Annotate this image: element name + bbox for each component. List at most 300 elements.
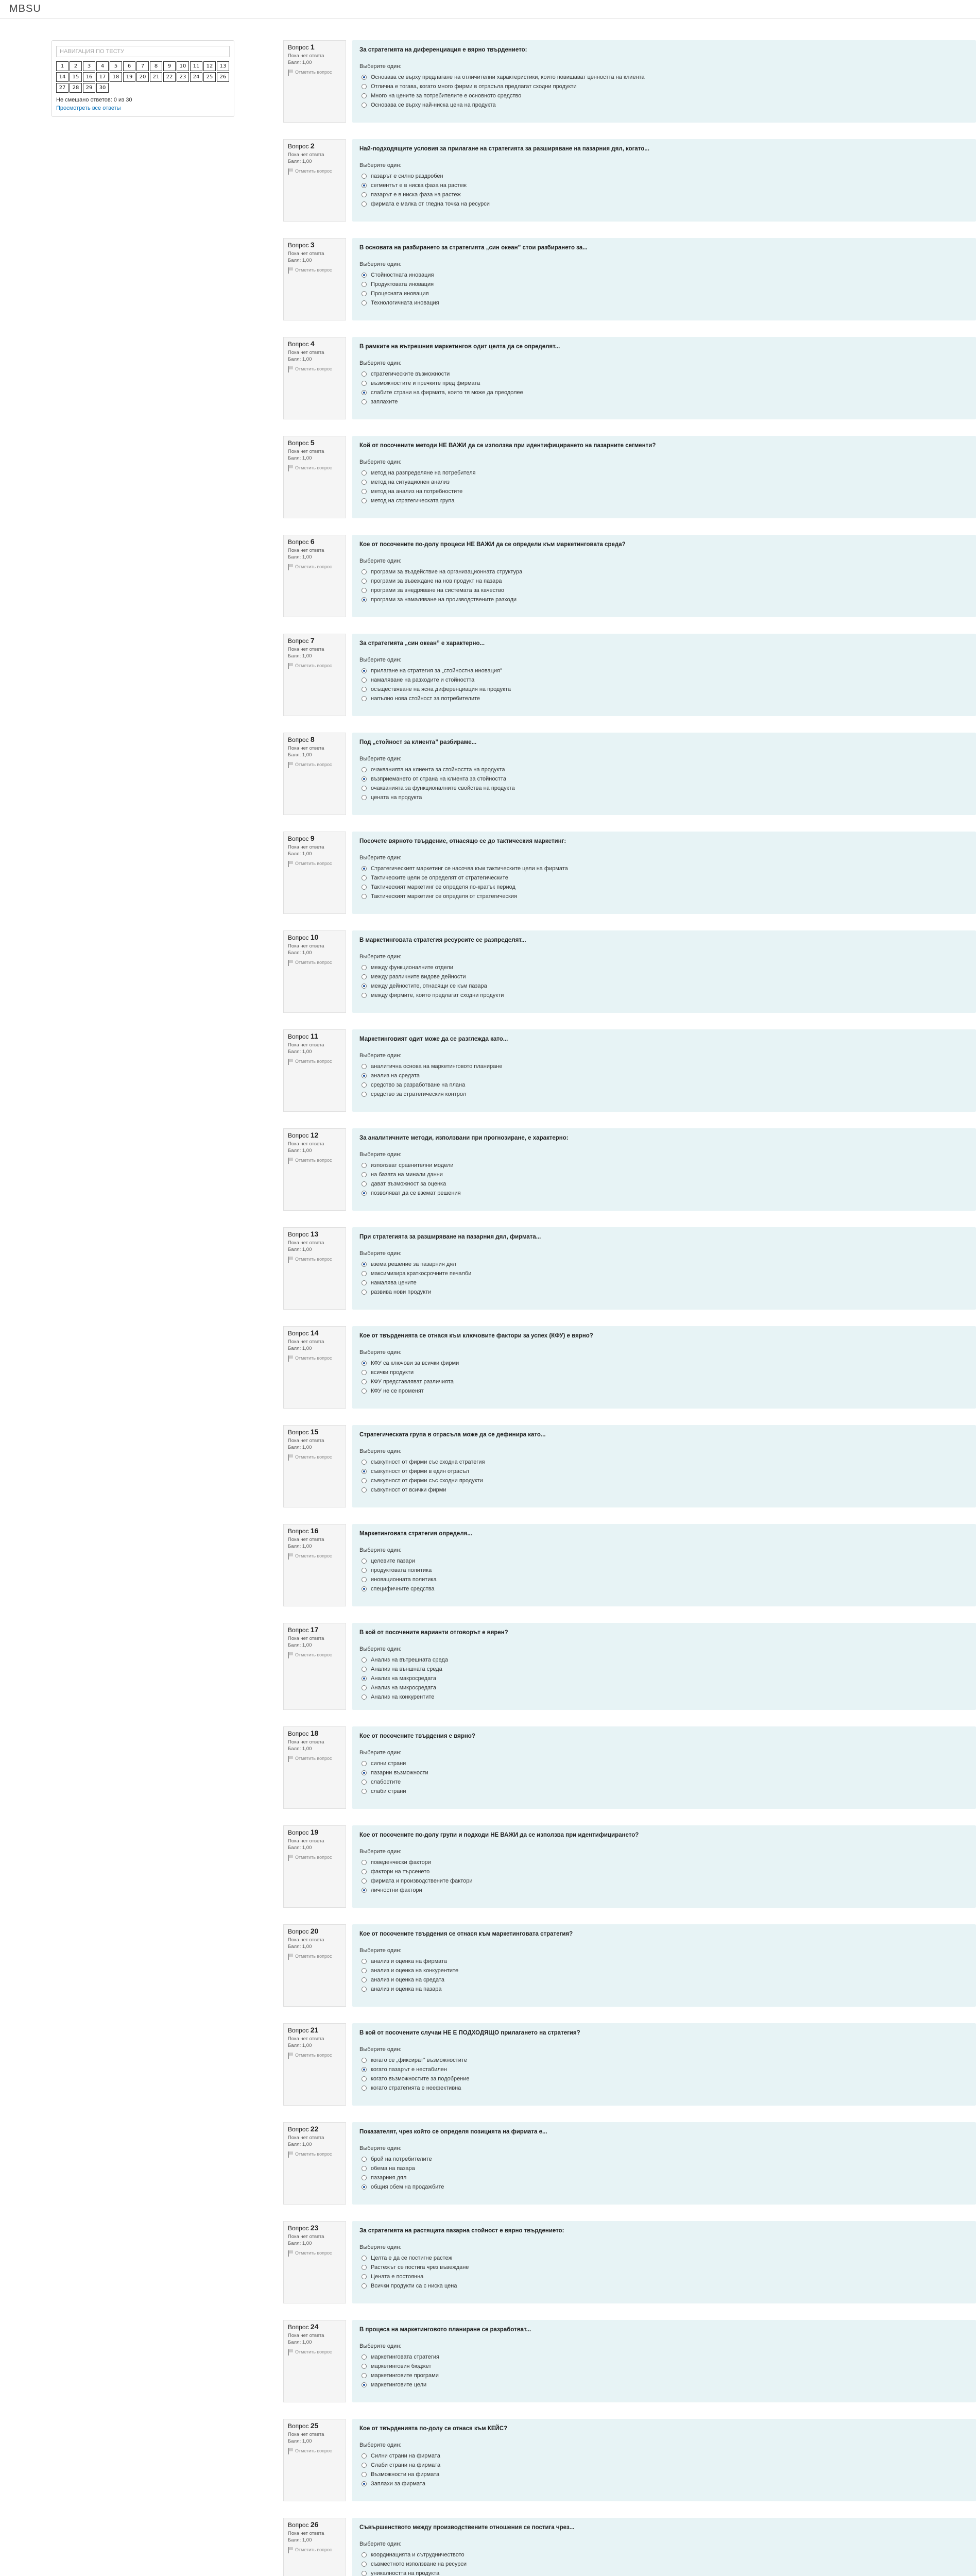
radio-button[interactable]	[362, 993, 367, 998]
radio-button[interactable]	[362, 1191, 367, 1196]
flag-question-button[interactable]	[288, 564, 341, 570]
flag-label: Отметить вопрос	[295, 2547, 332, 2552]
radio-button[interactable]	[362, 984, 367, 989]
brand-logo[interactable]: MBSU	[9, 3, 41, 14]
radio-button[interactable]	[362, 192, 367, 197]
nav-question-button[interactable]: 12	[203, 61, 216, 71]
answer-option[interactable]	[359, 1485, 969, 1495]
answer-option[interactable]	[359, 1858, 969, 1867]
radio-button[interactable]	[362, 2571, 367, 2576]
flag-question-button[interactable]	[288, 1256, 341, 1263]
radio-button[interactable]	[362, 2364, 367, 2369]
radio-button[interactable]	[362, 597, 367, 602]
question-content	[352, 535, 976, 617]
radio-button[interactable]	[362, 668, 367, 673]
flag-question-button[interactable]	[288, 2448, 341, 2454]
answer-option[interactable]	[359, 270, 969, 280]
nav-question-button[interactable]: 19	[123, 72, 135, 82]
radio-button[interactable]	[362, 201, 367, 207]
answer-option[interactable]	[359, 1170, 969, 1179]
flag-question-button[interactable]	[288, 2052, 341, 2059]
radio-button[interactable]	[362, 1290, 367, 1295]
flag-question-button[interactable]	[288, 69, 341, 76]
answer-option[interactable]	[359, 586, 969, 595]
answer-option-label: Процесната иновация	[371, 291, 429, 297]
question-info	[283, 337, 346, 419]
radio-button[interactable]	[362, 1280, 367, 1285]
radio-button[interactable]	[362, 974, 367, 979]
radio-button[interactable]	[362, 1181, 367, 1187]
answer-option[interactable]	[359, 1566, 969, 1575]
radio-button[interactable]	[362, 300, 367, 306]
answer-option-label: на базата на минали данни	[371, 1172, 443, 1178]
answer-option[interactable]	[359, 397, 969, 406]
nav-question-button[interactable]: 6	[123, 61, 135, 71]
nav-question-button[interactable]: 17	[96, 72, 109, 82]
answer-option[interactable]	[359, 1665, 969, 1674]
question-word: Вопрос	[288, 143, 309, 150]
answer-option[interactable]	[359, 1575, 969, 1584]
flag-question-button[interactable]	[288, 959, 341, 966]
flag-question-button[interactable]	[288, 2250, 341, 2257]
flag-question-button[interactable]	[288, 1755, 341, 1762]
question-points: Балл: 1,00	[288, 2142, 312, 2147]
answer-option[interactable]	[359, 1377, 969, 1386]
answer-option[interactable]	[359, 199, 969, 209]
question-points: Балл: 1,00	[288, 2340, 312, 2345]
radio-button[interactable]	[362, 894, 367, 899]
nav-question-button[interactable]: 26	[217, 72, 229, 82]
answer-option[interactable]	[359, 1080, 969, 1090]
radio-button[interactable]	[362, 795, 367, 800]
radio-button[interactable]	[362, 579, 367, 584]
answer-option[interactable]	[359, 100, 969, 110]
nav-question-button[interactable]: 9	[163, 61, 176, 71]
answer-option[interactable]	[359, 1467, 969, 1476]
radio-button[interactable]	[362, 2472, 367, 2477]
answer-option[interactable]	[359, 2380, 969, 2389]
question-content	[352, 337, 976, 419]
answer-option-label: Много на цените за потребителите е основното средство	[371, 93, 522, 99]
flag-question-button[interactable]	[288, 1157, 341, 1164]
answer-option[interactable]	[359, 468, 969, 478]
answer-option[interactable]	[359, 1090, 969, 1099]
nav-question-button[interactable]: 2	[70, 61, 82, 71]
answer-option[interactable]	[359, 388, 969, 397]
radio-button[interactable]	[362, 103, 367, 108]
radio-button[interactable]	[362, 885, 367, 890]
radio-button[interactable]	[362, 2481, 367, 2486]
flag-question-button[interactable]	[288, 1854, 341, 1861]
radio-button[interactable]	[362, 273, 367, 278]
nav-question-button[interactable]: 11	[190, 61, 202, 71]
answer-option[interactable]	[359, 2056, 969, 2065]
question-block	[283, 1623, 976, 1710]
radio-button[interactable]	[362, 2562, 367, 2567]
nav-question-button[interactable]: 28	[70, 83, 82, 93]
answer-option[interactable]	[359, 298, 969, 308]
answer-option[interactable]	[359, 1886, 969, 1895]
answer-option[interactable]	[359, 1278, 969, 1287]
answer-option[interactable]	[359, 2155, 969, 2164]
answer-option[interactable]	[359, 2352, 969, 2362]
answer-option[interactable]	[359, 487, 969, 496]
radio-button[interactable]	[362, 1770, 367, 1775]
answer-prompt: Выберите один:	[359, 1547, 402, 1553]
answer-option[interactable]	[359, 595, 969, 604]
answer-option[interactable]	[359, 172, 969, 181]
flag-question-button[interactable]	[288, 267, 341, 274]
answer-option[interactable]	[359, 2451, 969, 2461]
radio-button[interactable]	[362, 1586, 367, 1591]
radio-button[interactable]	[362, 1577, 367, 1582]
radio-button[interactable]	[362, 2283, 367, 2289]
nav-question-button[interactable]: 13	[217, 61, 229, 71]
radio-button[interactable]	[362, 1888, 367, 1893]
radio-button[interactable]	[362, 1657, 367, 1663]
answer-option[interactable]	[359, 73, 969, 82]
answer-option[interactable]	[359, 2173, 969, 2182]
answer-option[interactable]	[359, 1655, 969, 1665]
radio-button[interactable]	[362, 2086, 367, 2091]
answer-option[interactable]	[359, 280, 969, 289]
answer-option[interactable]	[359, 2569, 969, 2576]
answer-option[interactable]	[359, 1287, 969, 1297]
answer-option[interactable]	[359, 1269, 969, 1278]
answer-option[interactable]	[359, 2281, 969, 2291]
flag-question-button[interactable]	[288, 465, 341, 471]
question-content	[352, 2122, 976, 2205]
answer-option[interactable]	[359, 1386, 969, 1396]
radio-button[interactable]	[362, 1878, 367, 1884]
question-content	[352, 2518, 976, 2576]
nav-question-button[interactable]: 22	[163, 72, 176, 82]
flag-label: Отметить вопрос	[295, 1158, 332, 1163]
radio-button[interactable]	[362, 1092, 367, 1097]
answer-option[interactable]	[359, 1062, 969, 1071]
radio-button[interactable]	[362, 875, 367, 880]
answer-option[interactable]	[359, 1777, 969, 1787]
answer-option[interactable]	[359, 1683, 969, 1692]
answer-option[interactable]	[359, 2461, 969, 2470]
flag-question-button[interactable]	[288, 366, 341, 372]
answer-option[interactable]	[359, 2253, 969, 2263]
answer-option[interactable]	[359, 883, 969, 892]
question-points: Балл: 1,00	[288, 357, 312, 362]
answer-option[interactable]	[359, 379, 969, 388]
answer-option[interactable]	[359, 1867, 969, 1876]
answer-option[interactable]	[359, 1359, 969, 1368]
radio-button[interactable]	[362, 866, 367, 871]
radio-button[interactable]	[362, 183, 367, 188]
answer-option[interactable]	[359, 2560, 969, 2569]
answer-option[interactable]	[359, 1189, 969, 1198]
answer-option[interactable]	[359, 289, 969, 298]
radio-button[interactable]	[362, 1361, 367, 1366]
nav-question-button[interactable]: 5	[110, 61, 122, 71]
flag-question-button[interactable]	[288, 1058, 341, 1065]
nav-question-button[interactable]: 3	[83, 61, 95, 71]
radio-button[interactable]	[362, 1370, 367, 1375]
flag-question-button[interactable]	[288, 1553, 341, 1560]
flag-question-button[interactable]	[288, 1355, 341, 1362]
answer-option[interactable]	[359, 963, 969, 972]
answer-option[interactable]	[359, 190, 969, 199]
nav-question-button[interactable]: 15	[70, 72, 82, 82]
radio-button[interactable]	[362, 2373, 367, 2378]
answer-option[interactable]	[359, 1768, 969, 1777]
radio-button[interactable]	[362, 381, 367, 386]
answer-option[interactable]	[359, 2083, 969, 2093]
radio-button[interactable]	[362, 291, 367, 296]
radio-button[interactable]	[362, 2058, 367, 2063]
quiz-navigation-grid	[56, 61, 230, 93]
radio-button[interactable]	[362, 2552, 367, 2557]
answer-option[interactable]	[359, 82, 969, 91]
answer-option[interactable]	[359, 864, 969, 873]
nav-question-button[interactable]: 20	[136, 72, 149, 82]
answer-option[interactable]	[359, 1975, 969, 1985]
radio-button[interactable]	[362, 2175, 367, 2180]
question-points: Балл: 1,00	[288, 60, 312, 65]
flag-question-button[interactable]	[288, 2349, 341, 2355]
radio-button[interactable]	[362, 1780, 367, 1785]
flag-question-button[interactable]	[288, 1454, 341, 1461]
radio-button[interactable]	[362, 2453, 367, 2459]
nav-question-button[interactable]: 16	[83, 72, 95, 82]
answer-option[interactable]	[359, 2074, 969, 2083]
flag-question-button[interactable]	[288, 1652, 341, 1658]
radio-button[interactable]	[362, 1073, 367, 1078]
answer-option[interactable]	[359, 369, 969, 379]
radio-button[interactable]	[362, 2382, 367, 2387]
answer-option[interactable]	[359, 1692, 969, 1702]
answer-option[interactable]	[359, 1179, 969, 1189]
answer-option[interactable]	[359, 1957, 969, 1966]
answer-option[interactable]	[359, 2263, 969, 2272]
radio-button[interactable]	[362, 1676, 367, 1681]
radio-button[interactable]	[362, 470, 367, 476]
answer-option[interactable]	[359, 1556, 969, 1566]
answer-option[interactable]	[359, 981, 969, 991]
radio-button[interactable]	[362, 498, 367, 503]
radio-button[interactable]	[362, 1172, 367, 1177]
answer-option[interactable]	[359, 1476, 969, 1485]
question-number	[288, 1730, 341, 1737]
radio-button[interactable]	[362, 1761, 367, 1766]
flag-question-button[interactable]	[288, 761, 341, 768]
answer-option[interactable]	[359, 972, 969, 981]
nav-question-button[interactable]: 8	[150, 61, 162, 71]
nav-question-button[interactable]: 4	[96, 61, 109, 71]
answer-option[interactable]	[359, 2470, 969, 2479]
radio-button[interactable]	[362, 1789, 367, 1794]
radio-button[interactable]	[362, 1558, 367, 1564]
nav-question-button[interactable]: 1	[56, 61, 68, 71]
radio-button[interactable]	[362, 1388, 367, 1394]
nav-question-button[interactable]: 21	[150, 72, 162, 82]
answer-option[interactable]	[359, 1458, 969, 1467]
nav-question-button[interactable]: 25	[203, 72, 216, 82]
radio-button[interactable]	[362, 1685, 367, 1690]
answer-option[interactable]	[359, 892, 969, 901]
radio-button[interactable]	[362, 569, 367, 574]
nav-question-button[interactable]: 7	[136, 61, 149, 71]
radio-button[interactable]	[362, 677, 367, 683]
flag-question-button[interactable]	[288, 860, 341, 867]
answer-option[interactable]	[359, 567, 969, 577]
answer-option[interactable]	[359, 2065, 969, 2074]
flag-icon	[288, 1454, 293, 1461]
radio-button[interactable]	[362, 2265, 367, 2270]
radio-button[interactable]	[362, 965, 367, 970]
radio-button[interactable]	[362, 1694, 367, 1700]
radio-button[interactable]	[362, 1163, 367, 1168]
radio-button[interactable]	[362, 399, 367, 404]
radio-button[interactable]	[362, 767, 367, 772]
answer-option[interactable]	[359, 793, 969, 802]
radio-button[interactable]	[362, 2076, 367, 2081]
answer-option[interactable]	[359, 1759, 969, 1768]
question-text: При стратегията за разширяване на пазарния дял, фирмата...	[359, 1234, 541, 1240]
radio-button[interactable]	[362, 2166, 367, 2171]
radio-button[interactable]	[362, 776, 367, 782]
nav-question-button[interactable]: 14	[56, 72, 68, 82]
answer-option[interactable]	[359, 2362, 969, 2371]
radio-button[interactable]	[362, 2067, 367, 2072]
radio-button[interactable]	[362, 588, 367, 593]
flag-question-button[interactable]	[288, 2151, 341, 2158]
radio-button[interactable]	[362, 371, 367, 377]
radio-button[interactable]	[362, 489, 367, 494]
radio-button[interactable]	[362, 2274, 367, 2279]
question-number-value: 16	[310, 1527, 319, 1535]
radio-button[interactable]	[362, 1959, 367, 1964]
radio-button[interactable]	[362, 1460, 367, 1465]
radio-button[interactable]	[362, 174, 367, 179]
radio-button[interactable]	[362, 696, 367, 701]
radio-button[interactable]	[362, 1860, 367, 1865]
radio-button[interactable]	[362, 1262, 367, 1267]
radio-button[interactable]	[362, 282, 367, 287]
answer-option[interactable]	[359, 1161, 969, 1170]
answer-prompt: Выберите один:	[359, 1849, 402, 1855]
answer-option[interactable]	[359, 496, 969, 505]
answer-option[interactable]	[359, 2550, 969, 2560]
answer-option[interactable]	[359, 774, 969, 784]
nav-question-button[interactable]: 27	[56, 83, 68, 93]
answer-option[interactable]	[359, 1674, 969, 1683]
answer-option[interactable]	[359, 1368, 969, 1377]
sidebar	[51, 40, 234, 2576]
radio-button[interactable]	[362, 2184, 367, 2190]
question-info	[283, 634, 346, 716]
answer-option-label: Основава се върху най-ниска цена на продукта	[371, 102, 496, 108]
answer-option[interactable]	[359, 991, 969, 1000]
answer-option[interactable]	[359, 478, 969, 487]
radio-button[interactable]	[362, 1478, 367, 1483]
answer-option[interactable]	[359, 91, 969, 100]
radio-button[interactable]	[362, 480, 367, 485]
question-word: Вопрос	[288, 1928, 309, 1935]
radio-button[interactable]	[362, 390, 367, 395]
answer-option[interactable]	[359, 181, 969, 190]
answer-option[interactable]	[359, 685, 969, 694]
flag-question-button[interactable]	[288, 2547, 341, 2553]
answer-option[interactable]	[359, 1985, 969, 1994]
nav-question-button[interactable]: 18	[110, 72, 122, 82]
radio-button[interactable]	[362, 84, 367, 89]
answer-option-label: Растежът се постига чрез въвеждане	[371, 2264, 469, 2270]
answer-option[interactable]	[359, 1584, 969, 1594]
nav-question-button[interactable]: 29	[83, 83, 95, 93]
answer-option[interactable]	[359, 2182, 969, 2192]
answer-option[interactable]	[359, 1966, 969, 1975]
answer-option[interactable]	[359, 675, 969, 685]
radio-button[interactable]	[362, 2157, 367, 2162]
radio-button[interactable]	[362, 1082, 367, 1088]
answer-option[interactable]	[359, 784, 969, 793]
answer-option[interactable]	[359, 2371, 969, 2380]
answer-option[interactable]	[359, 666, 969, 675]
answer-option[interactable]	[359, 2272, 969, 2281]
radio-button[interactable]	[362, 1869, 367, 1874]
nav-question-button[interactable]: 30	[96, 83, 109, 93]
nav-question-button[interactable]: 23	[177, 72, 189, 82]
flag-question-button[interactable]	[288, 168, 341, 175]
answer-option[interactable]	[359, 2164, 969, 2173]
radio-button[interactable]	[362, 2354, 367, 2360]
radio-button[interactable]	[362, 687, 367, 692]
radio-button[interactable]	[362, 1987, 367, 1992]
flag-question-button[interactable]	[288, 1953, 341, 1960]
radio-button[interactable]	[362, 2463, 367, 2468]
flag-icon	[288, 1652, 293, 1658]
answer-option-label: аналитична основа на маркетинговото планиране	[371, 1063, 503, 1070]
radio-button[interactable]	[362, 1667, 367, 1672]
radio-button[interactable]	[362, 1271, 367, 1276]
nav-question-button[interactable]: 10	[177, 61, 189, 71]
question-points: Балл: 1,00	[288, 1049, 312, 1055]
answer-option[interactable]	[359, 2479, 969, 2488]
answer-option[interactable]	[359, 873, 969, 883]
flag-question-button[interactable]	[288, 663, 341, 669]
nav-question-button[interactable]: 24	[190, 72, 202, 82]
radio-button[interactable]	[362, 1568, 367, 1573]
radio-button[interactable]	[362, 75, 367, 80]
radio-button[interactable]	[362, 1487, 367, 1493]
answer-option[interactable]	[359, 1876, 969, 1886]
answer-option[interactable]	[359, 577, 969, 586]
answer-option[interactable]	[359, 1260, 969, 1269]
question-info	[283, 2518, 346, 2576]
radio-button[interactable]	[362, 786, 367, 791]
radio-button[interactable]	[362, 1469, 367, 1474]
answer-option[interactable]	[359, 1787, 969, 1796]
answer-option[interactable]	[359, 1071, 969, 1080]
question-text: В основата на разбирането за стратегията „син океан” стои разбирането за...	[359, 245, 588, 251]
review-all-link[interactable]: Просмотреть все ответы	[56, 105, 121, 111]
radio-button[interactable]	[362, 1064, 367, 1069]
radio-button[interactable]	[362, 1977, 367, 1982]
radio-button[interactable]	[362, 2256, 367, 2261]
question-content	[352, 2221, 976, 2303]
radio-button[interactable]	[362, 1379, 367, 1384]
answer-option[interactable]	[359, 694, 969, 703]
radio-button[interactable]	[362, 93, 367, 98]
answer-option[interactable]	[359, 765, 969, 774]
radio-button[interactable]	[362, 1968, 367, 1973]
